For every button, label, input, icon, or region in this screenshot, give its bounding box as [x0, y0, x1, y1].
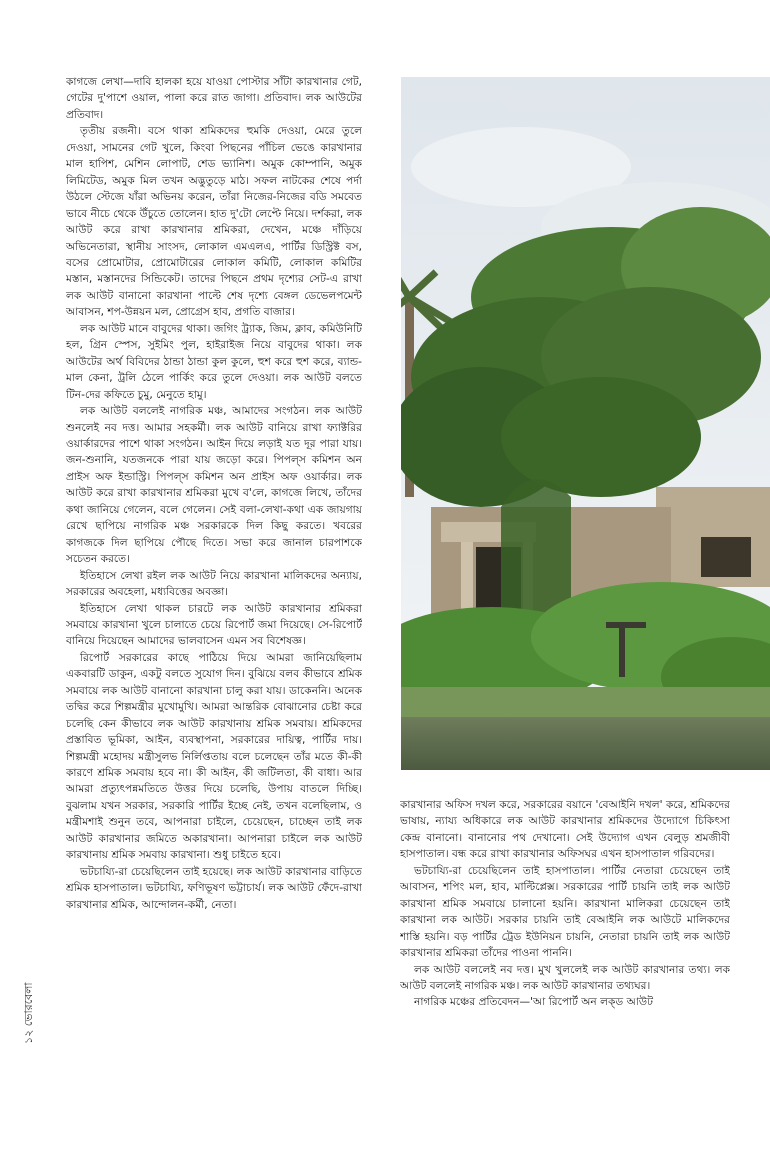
left-column — [66, 74, 362, 1074]
paragraph: নাগরিক মঞ্চের প্রতিবেদন—'আ রিপোর্ট অন লক্‌ড আউট — [414, 996, 653, 1009]
paragraph: কাগজে লেখা—দাবি হালকা হয়ে যাওয়া পোস্টার সাঁটা কারখানার গেট, গেটের দু'পাশে ওয়াল, পালা করে রাত জাগা। প্রতিবাদ। লক আউটের প্রতিবাদ। — [66, 76, 362, 121]
grass-bank — [401, 687, 770, 717]
paragraph: ইতিহাসে লেখা থাকল চারটে লক আউট কারখানার শ্রমিকরা সমবায়ে কারখানা খুলে চালাতে চেয়ে রিপোর্ট জমা দিয়েছে। সে-রিপোর্ট বানিয়ে দিয়েছেন আমাদের ভালবাসেন এমন সব বিশেষজ্ঞ। — [66, 602, 362, 648]
factory-photo-illustration — [401, 77, 770, 770]
abandoned-factory-photo — [401, 77, 770, 770]
paragraph: কারখানার অফিস দখল করে, সরকারের বয়ানে 'বেআইনি দখল' করে, শ্রমিকদের ভাষায়, ন্যায্য অধিকারে লক আউট কারখানার শ্রমিকদের উদ্যোগে চিকিৎসা কেন্দ্র বানানো। বানানোর পথ দেখানো। সেই উদ্যোগ এখন বেলুড় শ্রমজীবী হাসপাতাল। বন্ধ করে রাখা কারখানার অফিসঘর এখন হাসপাতাল গরিবদের। — [400, 799, 730, 861]
pond-water — [401, 717, 770, 770]
page-folio — [20, 982, 40, 1044]
magazine-name: ভোরবেলা — [22, 982, 35, 1027]
paragraph: তৃতীয় রজনী। বসে থাকা শ্রমিকদের হুমকি দেওয়া, মেরে তুলে দেওয়া, সামনের গেট খুলে, কিংবা পিছনের পাঁচিল ভেঙে কারখানার মাল হাপিশ, মেশিন লোপাট, শেড ভ্যানিশ। অমুক কোম্পানি, অমুক লিমিটেড, অমুক মিল তখন অদ্ভুতুড়ে মাঠ। সফল নাটকের শেষে পর্দা উঠলে স্টেজে যাঁরা অভিনয় করেন, তাঁরা নিজের-নিজের বডি সমবেত ভাবে নীচে থেকে উঁচুতে তোলেন। হাত দু'টো লেপ্টে নিয়ে। দর্শকরা, লক আউট করে রাখা কারখানার শ্রমিকরা, দেখেন, মঞ্চে দাঁড়িয়ে অভিনেতারা, স্থানীয় সাংসদ, লোকাল এমএলএ, পার্টির ডিস্ট্রিক্ট বস, বসের প্রোমোটার, প্রোমোটারের লোকাল কমিটি, লোকাল কমিটির মস্তান, মস্তানদের সিন্ডিকেট। তাদের পিছনে প্রথম দৃশ্যের সেট-এ রাখা লক আউট বানানো কারখানা পাল্টে শেষ দৃশ্যে বেঙ্গল ডেভেলপমেন্ট আবাসন, শপ-উন্নয়ন মল, প্রোগ্রেস হাব, প্রগতি বাজার। — [66, 125, 362, 319]
paragraph: ইতিহাসে লেখা রইল লক আউট নিয়ে কারখানা মালিকদের অন্যায়, সরকারের অবহেলা, মধ্যবিত্তের অবজ্ঞা। — [66, 569, 362, 599]
paragraph: লক আউট মানে বাবুদের থাকা। জগিং ট্র্যাক, জিম, ক্লাব, কমিউনিটি হল, গ্রিন স্পেস, সুইমিং পুল, হাইরাইজ নিয়ে বাবুদের থাকা। লক আউটের অর্থ বিবিদের ঠান্ডা ঠান্ডা কুল কুলে, হুশ করে হুশ করে, ব্যান্ড-মাল কেনা, ট্রলি ঠেলে পার্কিং করে তুলে দেওয়া। লক আউট বলতে টিন-দের কফিতে চুমু, মেনুতে হামু। — [66, 322, 362, 401]
paragraph: ভটচায্যি-রা চেয়েছিলেন তাই হাসপাতাল। পার্টির নেতারা চেয়েছেন তাই আবাসন, শপিং মল, হাব, মাল্টিপ্লেক্স। সরকারের পার্টি চায়নি তাই লক আউট কারখানা শ্রমিক সমবায়ে চালানো হয়নি। কারখানা মালিকরা চেয়েছেন তাই কারখানা লক আউট। সরকার চায়নি তাই বেআইনি লক আউটে মালিকদের শাস্তি হয়নি। বড় পার্টির ট্রেড ইউনিয়ন চায়নি, নেতারা চায়নি তাই লক আউট কারখানার শ্রমিকরা তাঁদের পাওনা পাননি। — [400, 864, 730, 960]
right-column — [400, 797, 730, 1077]
page-number: ১২ — [22, 1029, 35, 1044]
paragraph: রিপোর্ট সরকারের কাছে পাঠিয়ে দিয়ে আমরা জানিয়েছিলাম একবারটি ডাকুন, একটু বলতে সুযোগ দিন। বুঝিয়ে বলব কীভাবে শ্রমিক সমবায়ে লক আউট বানানো কারখানা চালু করা যায়। ডাকেননি। অনেক তদ্বির করে শিল্পমন্ত্রীর মুখোমুখি। আমরা আন্তরিক বোঝানোর চেষ্টা করে চলেছি কেন কীভাবে লক আউট কারখানায় শ্রমিক সমবায়। শ্রমিকদের প্রস্তাবিত ভূমিকা, আইন, ব্যবস্থাপনা, সরকারের দায়িত্ব, পার্টির দায়। শিল্পমন্ত্রী মহোদয় মন্ত্রীসুলভ নির্লিপ্ততায় বলে চলেছেন তাঁর মতে কী-কী কারণে শ্রমিক সমবায় হবে না। কী আইন, কী জটিলতা, কী বাধা। আর আমরা প্রত্যুৎপন্নমতিতে উত্তর দিয়ে চলেছি, উপায় বাতলে দিচ্ছি। বুঝলাম যখন সরকার, সরকারি পার্টির ইচ্ছে নেই, তখন বলেছিলাম, ও মন্ত্রীমশাই শুনুন তবে, আপনারা চাইলে, চেয়েছেন, চাচ্ছেন তাই লক আউট কারখানার জমিতে অকারখানা। আপনারা চাইলে লক আউট কারখানায় শ্রমিক সমবায় কারখানা। শুধু চাইতে হবে। — [66, 651, 362, 862]
paragraph: ভটচায্যি-রা চেয়েছিলেন তাই হয়েছে। লক আউট কারখানার বাড়িতে শ্রমিক হাসপাতাল। ভটচায্যি, ফণিভূষণ ভট্টাচার্য। লক আউট ফেঁদে-রাখা কারখানার শ্রমিক, আন্দোলন-কর্মী, নেতা। — [66, 865, 362, 911]
paragraph: লক আউট বললেই নব দত্ত। মুখ খুললেই লক আউট কারখানার তথ্য। লক আউট বললেই নাগরিক মঞ্চ। লক আউট কারখানার তথ্যঘর। — [400, 963, 730, 992]
paragraph: লক আউট বললেই নাগরিক মঞ্চ, আমাদের সংগঠন। লক আউট শুনলেই নব দত্ত। আমার সহকর্মী। লক আউট বানিয়ে রাখা ফ্যাক্টরির ওয়ার্কারদের পাশে থাকা সংগঠন। আইন দিয়ে লড়াই যত দূর পারা যায়। জন-শুনানি, যতজনকে পারা যায় জড়ো করে। পিপল্স কমিশন অন প্রাইস অফ ইন্ডাস্ট্রি। পিপল্স কমিশন অন প্রাইস অফ ওয়ার্কার। লক আউট করে রাখা কারখানার শ্রমিকরা মুখে ব'লে, কাগজে লিখে, তাঁদের কথা জানিয়ে গেলেন, বলে গেলেন। সেই বলা-লেখা-কথা এক জায়গায় রেখে ছাপিয়ে নাগরিক মঞ্চ সরকারকে দিল কিছু করতে। খবরের কাগজকে দিল ছাপিয়ে পৌছে দিতে। সভা করে জানাল চারপাশকে সচেতন করতে। — [66, 405, 362, 566]
